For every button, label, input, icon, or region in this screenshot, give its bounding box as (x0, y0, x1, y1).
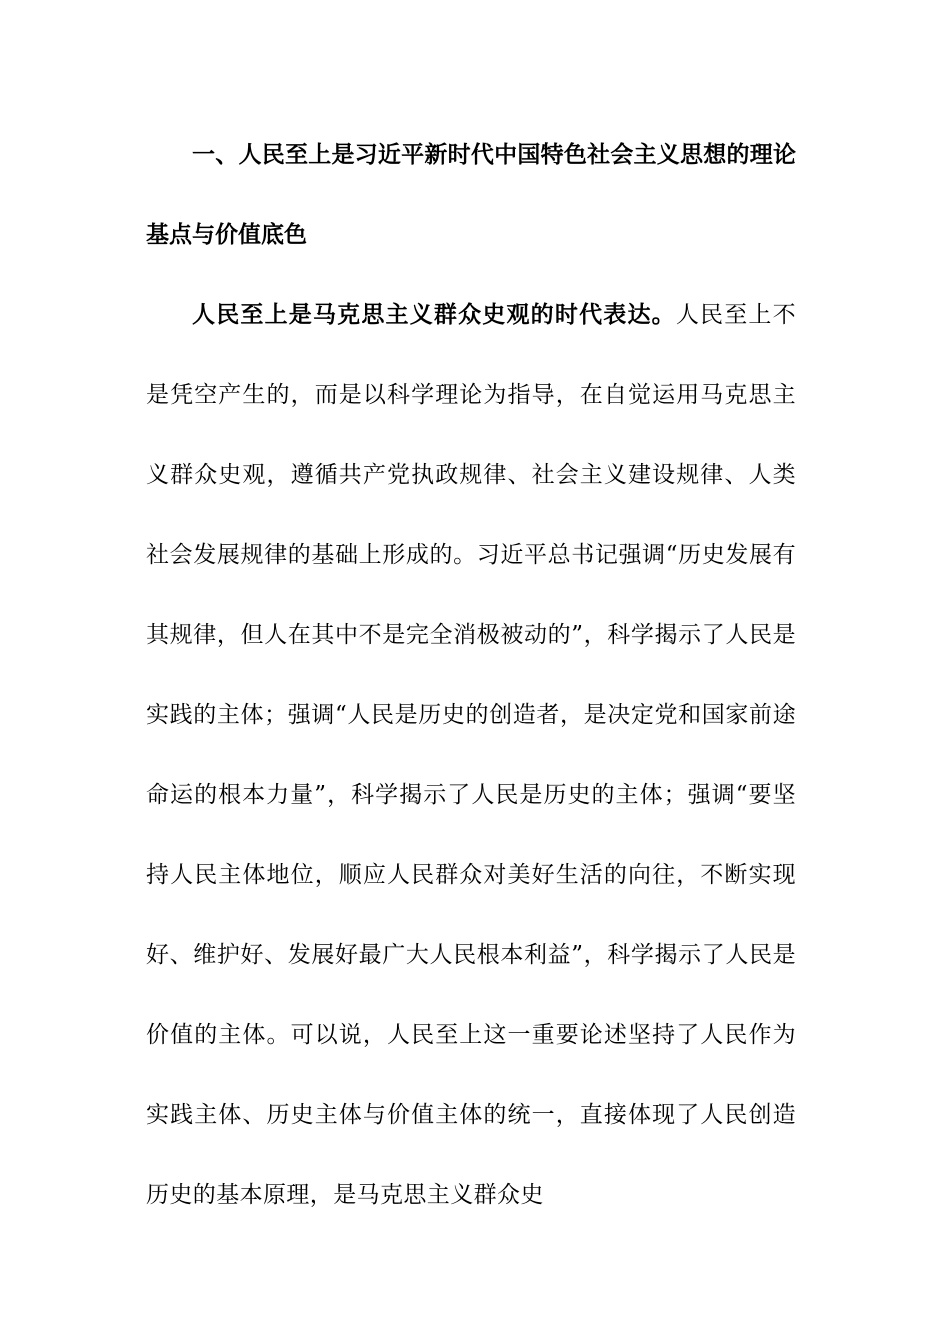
body-paragraph (146, 275, 796, 1235)
document-content (146, 115, 796, 1235)
section-heading: 一、人民至上是习近平新时代中国特色社会主义思想的理论基点与价值底色 (146, 142, 796, 248)
paragraph-lead-sentence: 人民至上是马克思主义群众史观的时代表达。 (192, 302, 676, 328)
paragraph-body-text: 人民至上不是凭空产生的，而是以科学理论为指导，在自觉运用马克思主义群众史观，遵循共产党执政规律、社会主义建设规律、人类社会发展规律的基础上形成的。习近平总书记强调“历史发展有其规律，但人在其中不是完全消极被动的”，科学揭示了人民是实践的主体；强调“人民是历史的创造者，是决定党和国家前途命运的根本力量”，科学揭示了人民是历史的主体；强调“要坚持人民主体地位，顺应人民群众对美好生活的向往，不断实现好、维护好、发展好最广大人民根本利益”，科学揭示了人民是价值的主体。可以说，人民至上这一重要论述坚持了人民作为实践主体、历史主体与价值主体的统一，直接体现了人民创造历史的基本原理，是马克思主义群众史 (146, 302, 797, 1208)
